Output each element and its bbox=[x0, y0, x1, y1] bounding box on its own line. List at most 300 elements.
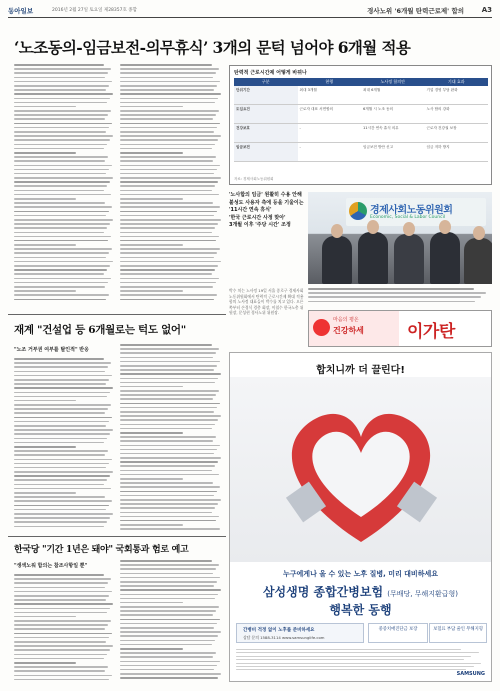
text-line bbox=[14, 261, 113, 263]
text-line bbox=[120, 160, 213, 162]
text-line bbox=[120, 261, 221, 263]
ad-company-logo: SAMSUNG bbox=[456, 671, 485, 677]
text-line bbox=[14, 666, 108, 668]
text-line bbox=[120, 299, 214, 301]
text-line bbox=[120, 528, 220, 530]
text-line bbox=[120, 432, 183, 434]
ad-product-name: 삼성생명 종합간병보험 bbox=[262, 585, 384, 599]
text-line bbox=[14, 488, 111, 490]
text-line bbox=[14, 177, 113, 179]
masthead bbox=[8, 5, 492, 17]
article-column-6 bbox=[120, 344, 222, 532]
text-line bbox=[120, 669, 214, 671]
text-line bbox=[14, 616, 76, 618]
text-line bbox=[14, 446, 76, 448]
text-line bbox=[120, 652, 216, 654]
text-line bbox=[120, 589, 221, 591]
section-title: 경사노위 '6개월 탄력근로제' 합의 bbox=[367, 7, 464, 15]
text-line bbox=[14, 362, 111, 364]
text-line bbox=[14, 620, 111, 622]
text-line bbox=[120, 585, 214, 587]
sub-headline: '11시간 연속 휴식' bbox=[229, 207, 272, 214]
text-line bbox=[14, 587, 105, 589]
text-line bbox=[120, 89, 214, 91]
text-line bbox=[14, 206, 112, 208]
text-line bbox=[120, 594, 218, 596]
text-line bbox=[14, 603, 113, 605]
text-line bbox=[120, 665, 217, 667]
text-line bbox=[120, 211, 217, 213]
text-line bbox=[120, 520, 216, 522]
text-line bbox=[14, 102, 107, 104]
ad-info-bar bbox=[236, 623, 364, 643]
text-line bbox=[120, 257, 214, 259]
table-cell: 근로자 건강권 보장 bbox=[426, 126, 457, 130]
text-line bbox=[120, 244, 183, 246]
text-line bbox=[14, 278, 111, 280]
text-line bbox=[14, 290, 76, 292]
text-line bbox=[236, 669, 466, 670]
text-line bbox=[120, 365, 217, 367]
text-line bbox=[120, 98, 218, 100]
text-line bbox=[120, 273, 212, 275]
text-line bbox=[14, 670, 105, 672]
table-header-cell: 구분 bbox=[261, 79, 270, 84]
text-line bbox=[14, 118, 105, 120]
ad-brand: 이가탄 bbox=[407, 322, 455, 342]
section-rule bbox=[8, 536, 226, 537]
table-cell: 11시간 연속 휴식 의무 bbox=[363, 126, 399, 130]
text-line bbox=[120, 135, 221, 137]
text-line bbox=[120, 223, 218, 225]
table-header-row bbox=[234, 78, 488, 86]
text-line bbox=[120, 373, 221, 375]
text-line bbox=[14, 68, 111, 70]
text-line bbox=[120, 131, 214, 133]
banner-title: 경제사회노동위원회 bbox=[370, 205, 453, 216]
text-line bbox=[120, 677, 218, 679]
text-line bbox=[120, 445, 220, 447]
text-line bbox=[14, 299, 106, 301]
text-line bbox=[120, 453, 214, 455]
table-row bbox=[234, 105, 488, 124]
text-line bbox=[120, 627, 214, 629]
ad-igatan[interactable] bbox=[308, 310, 492, 347]
text-line bbox=[120, 673, 221, 675]
text-line bbox=[14, 595, 109, 597]
text-line bbox=[14, 425, 106, 427]
text-line bbox=[14, 662, 76, 664]
text-line bbox=[14, 358, 104, 360]
text-line bbox=[14, 396, 107, 398]
text-line bbox=[120, 619, 220, 621]
text-line bbox=[14, 240, 108, 242]
text-line bbox=[14, 438, 107, 440]
text-line bbox=[14, 81, 112, 83]
text-line bbox=[14, 637, 109, 639]
person-figure bbox=[430, 232, 460, 284]
section-headline: 한국당 "기간 1년은 돼야" 국회통과 험로 예고 bbox=[14, 545, 189, 555]
table-cell: 도입요건 bbox=[234, 105, 298, 123]
text-line bbox=[14, 131, 106, 133]
text-line bbox=[120, 110, 219, 112]
text-line bbox=[120, 68, 219, 70]
text-line bbox=[120, 449, 217, 451]
text-line bbox=[14, 612, 107, 614]
table-title: 탄력적 근로시간제 어떻게 바뀌나 bbox=[234, 70, 307, 76]
text-line bbox=[14, 77, 105, 79]
text-line bbox=[14, 404, 111, 406]
text-line bbox=[14, 417, 112, 419]
text-line bbox=[14, 123, 112, 125]
text-line bbox=[120, 436, 216, 438]
table-row bbox=[234, 124, 488, 143]
table-header-cell: 현행 bbox=[325, 79, 334, 84]
article-column-4 bbox=[308, 288, 492, 308]
text-line bbox=[14, 252, 109, 254]
table-source: 자료: 경제사회노동위원회 bbox=[234, 177, 274, 181]
text-line bbox=[14, 496, 105, 498]
text-line bbox=[14, 412, 105, 414]
text-line bbox=[120, 286, 213, 288]
sub-headline: '노사합의 임금' 원활히 수용 안해 bbox=[229, 192, 302, 198]
text-line bbox=[14, 641, 106, 643]
text-line bbox=[14, 169, 109, 171]
text-line bbox=[120, 390, 219, 392]
text-line bbox=[120, 503, 218, 505]
text-line bbox=[14, 72, 108, 74]
text-line bbox=[120, 194, 219, 196]
text-line bbox=[120, 369, 214, 371]
text-line bbox=[120, 185, 215, 187]
table-cell: 건강보호 bbox=[234, 124, 298, 142]
text-line bbox=[120, 72, 216, 74]
text-line bbox=[14, 624, 108, 626]
text-line bbox=[14, 454, 105, 456]
text-line bbox=[14, 526, 104, 528]
text-line bbox=[236, 652, 479, 653]
text-line bbox=[14, 85, 109, 87]
ad-slogan: 행복한 동행 bbox=[329, 603, 392, 617]
text-line bbox=[120, 85, 217, 87]
photo-caption: 박수 치는 노사정 19일 서울 종로구 경제사회노동위원회에서 탄력적 근로시간제 확대 적용 합의 노사정 대표들이 박수를 치고 있다. 오른쪽부터 손경식 경총 회장, 이철수 한국노총 위원장, 문성현 경사노위 위원장. bbox=[229, 288, 304, 315]
text-line bbox=[14, 248, 112, 250]
text-line bbox=[14, 194, 111, 196]
sub-headline: '한국 근로시간 사정 맞아' bbox=[229, 214, 286, 221]
sub-headlines bbox=[229, 192, 304, 230]
person-figure bbox=[358, 232, 388, 284]
text-line bbox=[14, 223, 110, 225]
text-line bbox=[120, 610, 216, 612]
text-line bbox=[14, 269, 107, 271]
person-figure bbox=[464, 238, 492, 284]
text-line bbox=[120, 181, 218, 183]
article-column-2 bbox=[120, 64, 222, 303]
section-subheadline: "노조 거부권 여부를 탈인적" 반응 bbox=[14, 347, 89, 353]
text-line bbox=[308, 301, 475, 303]
text-line bbox=[120, 648, 183, 650]
text-line bbox=[14, 475, 110, 477]
table-cell: 최대 6개월 bbox=[363, 88, 381, 92]
ad-line-2: 건강하세 bbox=[333, 326, 364, 335]
text-line bbox=[236, 656, 471, 657]
ad-fine-print bbox=[236, 649, 486, 673]
text-line bbox=[14, 582, 108, 584]
text-line bbox=[14, 110, 111, 112]
text-line bbox=[120, 564, 219, 566]
table-row bbox=[234, 86, 488, 105]
text-line bbox=[14, 521, 107, 523]
text-line bbox=[120, 640, 215, 642]
table-cell: 임금 저하 방지 bbox=[426, 145, 450, 149]
text-line bbox=[14, 190, 104, 192]
text-line bbox=[120, 656, 213, 658]
masthead-rule bbox=[8, 17, 492, 18]
text-line bbox=[120, 290, 183, 292]
text-line bbox=[120, 352, 216, 354]
text-line bbox=[14, 366, 108, 368]
text-line bbox=[120, 169, 217, 171]
text-line bbox=[120, 495, 214, 497]
text-line bbox=[14, 202, 105, 204]
section-rule bbox=[8, 314, 226, 315]
text-line bbox=[14, 198, 76, 200]
text-line bbox=[14, 219, 113, 221]
text-line bbox=[14, 181, 110, 183]
text-line bbox=[120, 478, 183, 480]
text-line bbox=[14, 509, 106, 511]
text-line bbox=[14, 160, 105, 162]
text-line bbox=[14, 148, 104, 150]
text-line bbox=[14, 211, 109, 213]
text-line bbox=[120, 344, 212, 346]
text-line bbox=[14, 442, 104, 444]
text-line bbox=[14, 98, 110, 100]
sub-headline: 불성도 사용자 측에 등을 기울이는 bbox=[229, 199, 304, 206]
ad-tagline: 누구에게나 올 수 있는 노후 질병, 미리 대비하세요 bbox=[283, 570, 438, 578]
text-line bbox=[14, 421, 109, 423]
text-line bbox=[14, 408, 108, 410]
text-line bbox=[14, 273, 104, 275]
table-header-cell: 노사정 합의안 bbox=[380, 79, 405, 84]
table-cell: 근로자 대표 서면합의 bbox=[299, 107, 334, 111]
paper-logo: 동아일보 bbox=[8, 7, 34, 15]
table-cell: 노사 합의 강화 bbox=[426, 107, 450, 111]
text-line bbox=[14, 429, 113, 431]
text-line bbox=[14, 383, 106, 385]
text-line bbox=[14, 500, 112, 502]
text-line bbox=[14, 608, 110, 610]
text-line bbox=[14, 215, 106, 217]
text-line bbox=[120, 81, 220, 83]
text-line bbox=[14, 645, 113, 647]
text-line bbox=[120, 661, 220, 663]
text-line bbox=[120, 403, 220, 405]
text-line bbox=[14, 658, 104, 660]
esl-logo-icon bbox=[349, 202, 367, 220]
text-line bbox=[14, 232, 104, 234]
ad-samsung-life[interactable] bbox=[229, 352, 492, 682]
table-cell: 단위기간 bbox=[234, 86, 298, 104]
section-subheadline: "생색노워 합의는 참조사항일 뿐" bbox=[14, 563, 88, 569]
table-cell: 임금보전 bbox=[234, 143, 298, 161]
text-line bbox=[236, 663, 481, 664]
text-line bbox=[120, 470, 212, 472]
text-line bbox=[120, 598, 215, 600]
text-line bbox=[14, 675, 112, 677]
text-line bbox=[120, 93, 221, 95]
text-line bbox=[14, 517, 110, 519]
text-line bbox=[120, 64, 212, 66]
text-line bbox=[14, 227, 107, 229]
text-line bbox=[14, 106, 76, 108]
page-headline: ‘노조동의-임금보전-의무휴식’ 3개의 문턱 넘어야 6개월 적용 bbox=[14, 38, 411, 57]
text-line bbox=[120, 348, 219, 350]
text-line bbox=[14, 64, 104, 66]
text-line bbox=[14, 459, 112, 461]
text-line bbox=[120, 294, 217, 296]
ad-headline: 합치니까 더 끌린다! bbox=[316, 365, 405, 376]
text-line bbox=[14, 156, 108, 158]
photo-banner bbox=[346, 198, 486, 226]
text-line bbox=[14, 294, 109, 296]
text-line bbox=[120, 635, 218, 637]
text-line bbox=[120, 106, 183, 108]
text-line bbox=[120, 623, 217, 625]
text-line bbox=[14, 244, 76, 246]
text-line bbox=[120, 606, 219, 608]
ad-feature-box: 중증치매진단금 보장 bbox=[368, 623, 428, 643]
text-line bbox=[120, 232, 212, 234]
text-line bbox=[120, 156, 216, 158]
text-line bbox=[120, 499, 221, 501]
text-line bbox=[14, 628, 105, 630]
text-line bbox=[14, 371, 105, 373]
text-line bbox=[14, 93, 113, 95]
text-line bbox=[14, 265, 110, 267]
text-line bbox=[120, 486, 220, 488]
text-line bbox=[120, 240, 216, 242]
text-line bbox=[120, 248, 220, 250]
text-line bbox=[14, 152, 76, 154]
section-headline: 재계 "건설업 등 6개월로는 턱도 없어" bbox=[14, 324, 186, 336]
ad-info-title: 간병비 걱정 없이 노후를 준비하세요 bbox=[243, 628, 315, 633]
text-line bbox=[120, 411, 214, 413]
text-line bbox=[120, 428, 212, 430]
text-line bbox=[236, 659, 464, 660]
text-line bbox=[14, 633, 112, 635]
ad-visual bbox=[230, 377, 491, 562]
text-line bbox=[14, 392, 110, 394]
text-line bbox=[120, 139, 218, 141]
text-line bbox=[120, 465, 215, 467]
text-line bbox=[120, 512, 212, 514]
text-line bbox=[14, 139, 110, 141]
text-line bbox=[120, 123, 220, 125]
text-line bbox=[120, 631, 221, 633]
text-line bbox=[14, 185, 107, 187]
text-line bbox=[14, 649, 110, 651]
issue-date: 2016년 2월 27일 토요일 제28357호 종합 bbox=[52, 8, 137, 13]
article-column-7 bbox=[14, 574, 114, 683]
text-line bbox=[120, 206, 220, 208]
text-line bbox=[120, 568, 216, 570]
text-line bbox=[308, 292, 486, 294]
text-line bbox=[14, 479, 107, 481]
ad-feature-box: 보험료 부담 줄인 무해지형 bbox=[429, 623, 487, 643]
text-line bbox=[120, 602, 183, 604]
text-line bbox=[120, 474, 219, 476]
text-line bbox=[120, 361, 220, 363]
text-line bbox=[120, 215, 214, 217]
text-line bbox=[120, 378, 218, 380]
text-line bbox=[120, 461, 218, 463]
magnet-heart-illustration bbox=[230, 377, 492, 562]
text-line bbox=[120, 127, 217, 129]
ad-product bbox=[230, 583, 491, 600]
text-line bbox=[120, 190, 212, 192]
text-line bbox=[14, 114, 108, 116]
text-line bbox=[14, 578, 111, 580]
text-line bbox=[14, 654, 107, 656]
comparison-table bbox=[229, 65, 492, 185]
ad-line-1: 마음의 평온 bbox=[333, 317, 359, 323]
text-line bbox=[14, 450, 108, 452]
text-line bbox=[14, 505, 109, 507]
text-line bbox=[14, 282, 108, 284]
text-line bbox=[120, 382, 215, 384]
text-line bbox=[120, 202, 213, 204]
text-line bbox=[120, 394, 216, 396]
text-line bbox=[14, 471, 113, 473]
table-row bbox=[234, 143, 488, 162]
text-line bbox=[120, 491, 217, 493]
text-line bbox=[14, 379, 109, 381]
text-line bbox=[14, 257, 106, 259]
text-line bbox=[120, 524, 183, 526]
text-line bbox=[120, 560, 212, 562]
text-line bbox=[236, 649, 461, 650]
text-line bbox=[120, 165, 220, 167]
text-line bbox=[120, 144, 215, 146]
text-line bbox=[120, 482, 213, 484]
text-line bbox=[120, 118, 213, 120]
table-cell: - bbox=[299, 126, 301, 130]
text-line bbox=[14, 144, 107, 146]
sub-headline: 3개월 이후 '주당 시간' 조정 bbox=[229, 222, 291, 229]
text-line bbox=[14, 387, 113, 389]
text-line bbox=[120, 265, 218, 267]
text-line bbox=[14, 89, 106, 91]
text-line bbox=[120, 419, 218, 421]
article-column-1 bbox=[14, 64, 114, 303]
table-cell: 최대 3개월 bbox=[299, 88, 317, 92]
text-line bbox=[120, 507, 215, 509]
text-line bbox=[120, 357, 213, 359]
text-line bbox=[120, 278, 219, 280]
text-line bbox=[14, 463, 109, 465]
text-line bbox=[120, 282, 216, 284]
text-line bbox=[120, 77, 213, 79]
table-grid bbox=[234, 78, 488, 162]
table-cell: 6개월 시 노조 동의 bbox=[363, 107, 394, 111]
text-line bbox=[120, 415, 221, 417]
text-line bbox=[120, 198, 183, 200]
text-line bbox=[120, 614, 213, 616]
text-line bbox=[120, 577, 220, 579]
text-line bbox=[120, 227, 215, 229]
text-line bbox=[14, 484, 104, 486]
